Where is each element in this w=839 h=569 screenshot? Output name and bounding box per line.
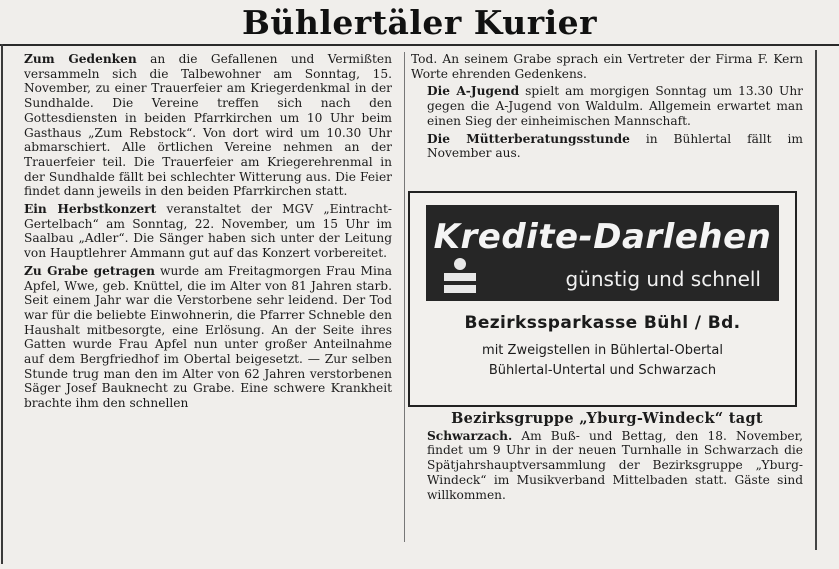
article-heading: Bezirksgruppe „Yburg-Windeck“ tagt — [451, 410, 763, 427]
notice-text: veranstaltet der MGV „Eintracht-Gertelbach“ am Sonntag, 22. November, um 15 Uhr im Saalbau „Adler“. Die Sänger haben sich unter der Leitung von Hauptlehrer Ammann gut auf das Konzert vorbereitet. — [24, 202, 393, 261]
notice-lead: Die A-Jugend — [427, 84, 520, 99]
top-edge-line — [0, 44, 839, 46]
ad-tagline: günstig und schnell — [565, 267, 761, 291]
ad-branches-line-2: Bühlertal-Untertal und Schwarzach — [488, 363, 717, 378]
left-edge-line — [1, 44, 3, 564]
notice-text: spielt am morgigen Sonntag um 13.30 Uhr gegen die A-Jugend von Waldulm. Allgemein erwartet man einen Sieg der einheimischen Mannschaft. — [427, 84, 804, 128]
left-column — [8, 52, 392, 411]
notice-lead: Zum Gedenken — [24, 52, 137, 66]
sparkasse-logo-icon — [440, 255, 480, 297]
notice-gedenken — [8, 52, 392, 199]
ad-bank-name: Bezirkssparkasse Bühl / Bd. — [464, 313, 741, 333]
continuation-text: Tod. An seinem Grabe sprach ein Vertreter der Firma F. Kern Worte ehrenden Gedenkens. — [411, 52, 803, 81]
column-divider — [404, 52, 405, 542]
notice-a-jugend — [411, 84, 803, 128]
right-column — [411, 52, 803, 164]
ad-headline: Kredite-Darlehen — [433, 217, 772, 257]
ad-banner — [426, 205, 779, 301]
notice-muetterberatung — [411, 132, 803, 161]
notice-lead: Zu Grabe getragen — [24, 263, 155, 278]
notice-lead: Ein Herbstkonzert — [24, 202, 157, 217]
article-body — [411, 429, 803, 503]
notice-grabe — [8, 264, 392, 411]
article-bezirksgruppe — [411, 412, 803, 502]
article-text: Am Buß- und Bettag, den 18. November, findet um 9 Uhr in der neuen Turnhalle in Schwarzach die Spätjahrshauptversammlung der Bezirksgruppe „Yburg-Windeck“ im Musikverband Mittelbaden statt. Gäste sind willkommen. — [427, 428, 803, 502]
notice-lead: Die Mütterberatungsstunde — [427, 131, 630, 146]
notice-herbstkonzert — [8, 202, 392, 261]
right-edge-line — [815, 50, 817, 550]
notice-text: an die Gefallenen und Vermißten versammeln sich die Talbewohner am Sonntag, 15. November, zu einer Trauerfeier am Kriegerdenkmal in der Sundhalde. Die Vereine treffen sich nach den Gottesdiensten in beiden Pfarrkirchen um 10 Uhr beim Gasthaus „Zum Rebstock“. Von dort wird um 10.30 Uhr abmarschiert. Alle örtlichen Vereine nehmen an der Trauerfeier teil. Die Trauerfeier am Kriegerehrenmal in der Sundhalde fällt bei schlechter Witterung aus. Die Feier findet dann jeweils in den beiden Pfarrkirchen statt. — [24, 52, 392, 199]
notice-text: wurde am Freitagmorgen Frau Mina Apfel, Wwe, geb. Knüttel, die im Alter von 81 Jahren starb. Seit einem Jahr war die Verstorbene sehr leidend. Der Tod war für die beliebte Einwohnerin, die Pfarrer Schneble den Haushalt mitbesorgte, eine Erlösung. An der Seite ihres Gatten wurde Frau Apfel nun unter großer Anteilnahme auf dem Bergfriedhof im Obertal beigesetzt. — Zur selben Stunde trug man den im Alter von 62 Jahren verstorbenen Säger Josef Bauknecht zu Grabe. Eine schwere Krankheit brachte ihm den schnellen — [24, 263, 392, 411]
notice-text: in Bühlertal fällt im November aus. — [427, 131, 803, 161]
masthead: Bühlertäler Kurier — [241, 3, 598, 42]
article-dateline: Schwarzach. — [427, 428, 513, 443]
advertisement-box — [408, 191, 797, 407]
ad-branches-line-1: mit Zweigstellen in Bühlertal-Obertal — [482, 343, 723, 358]
